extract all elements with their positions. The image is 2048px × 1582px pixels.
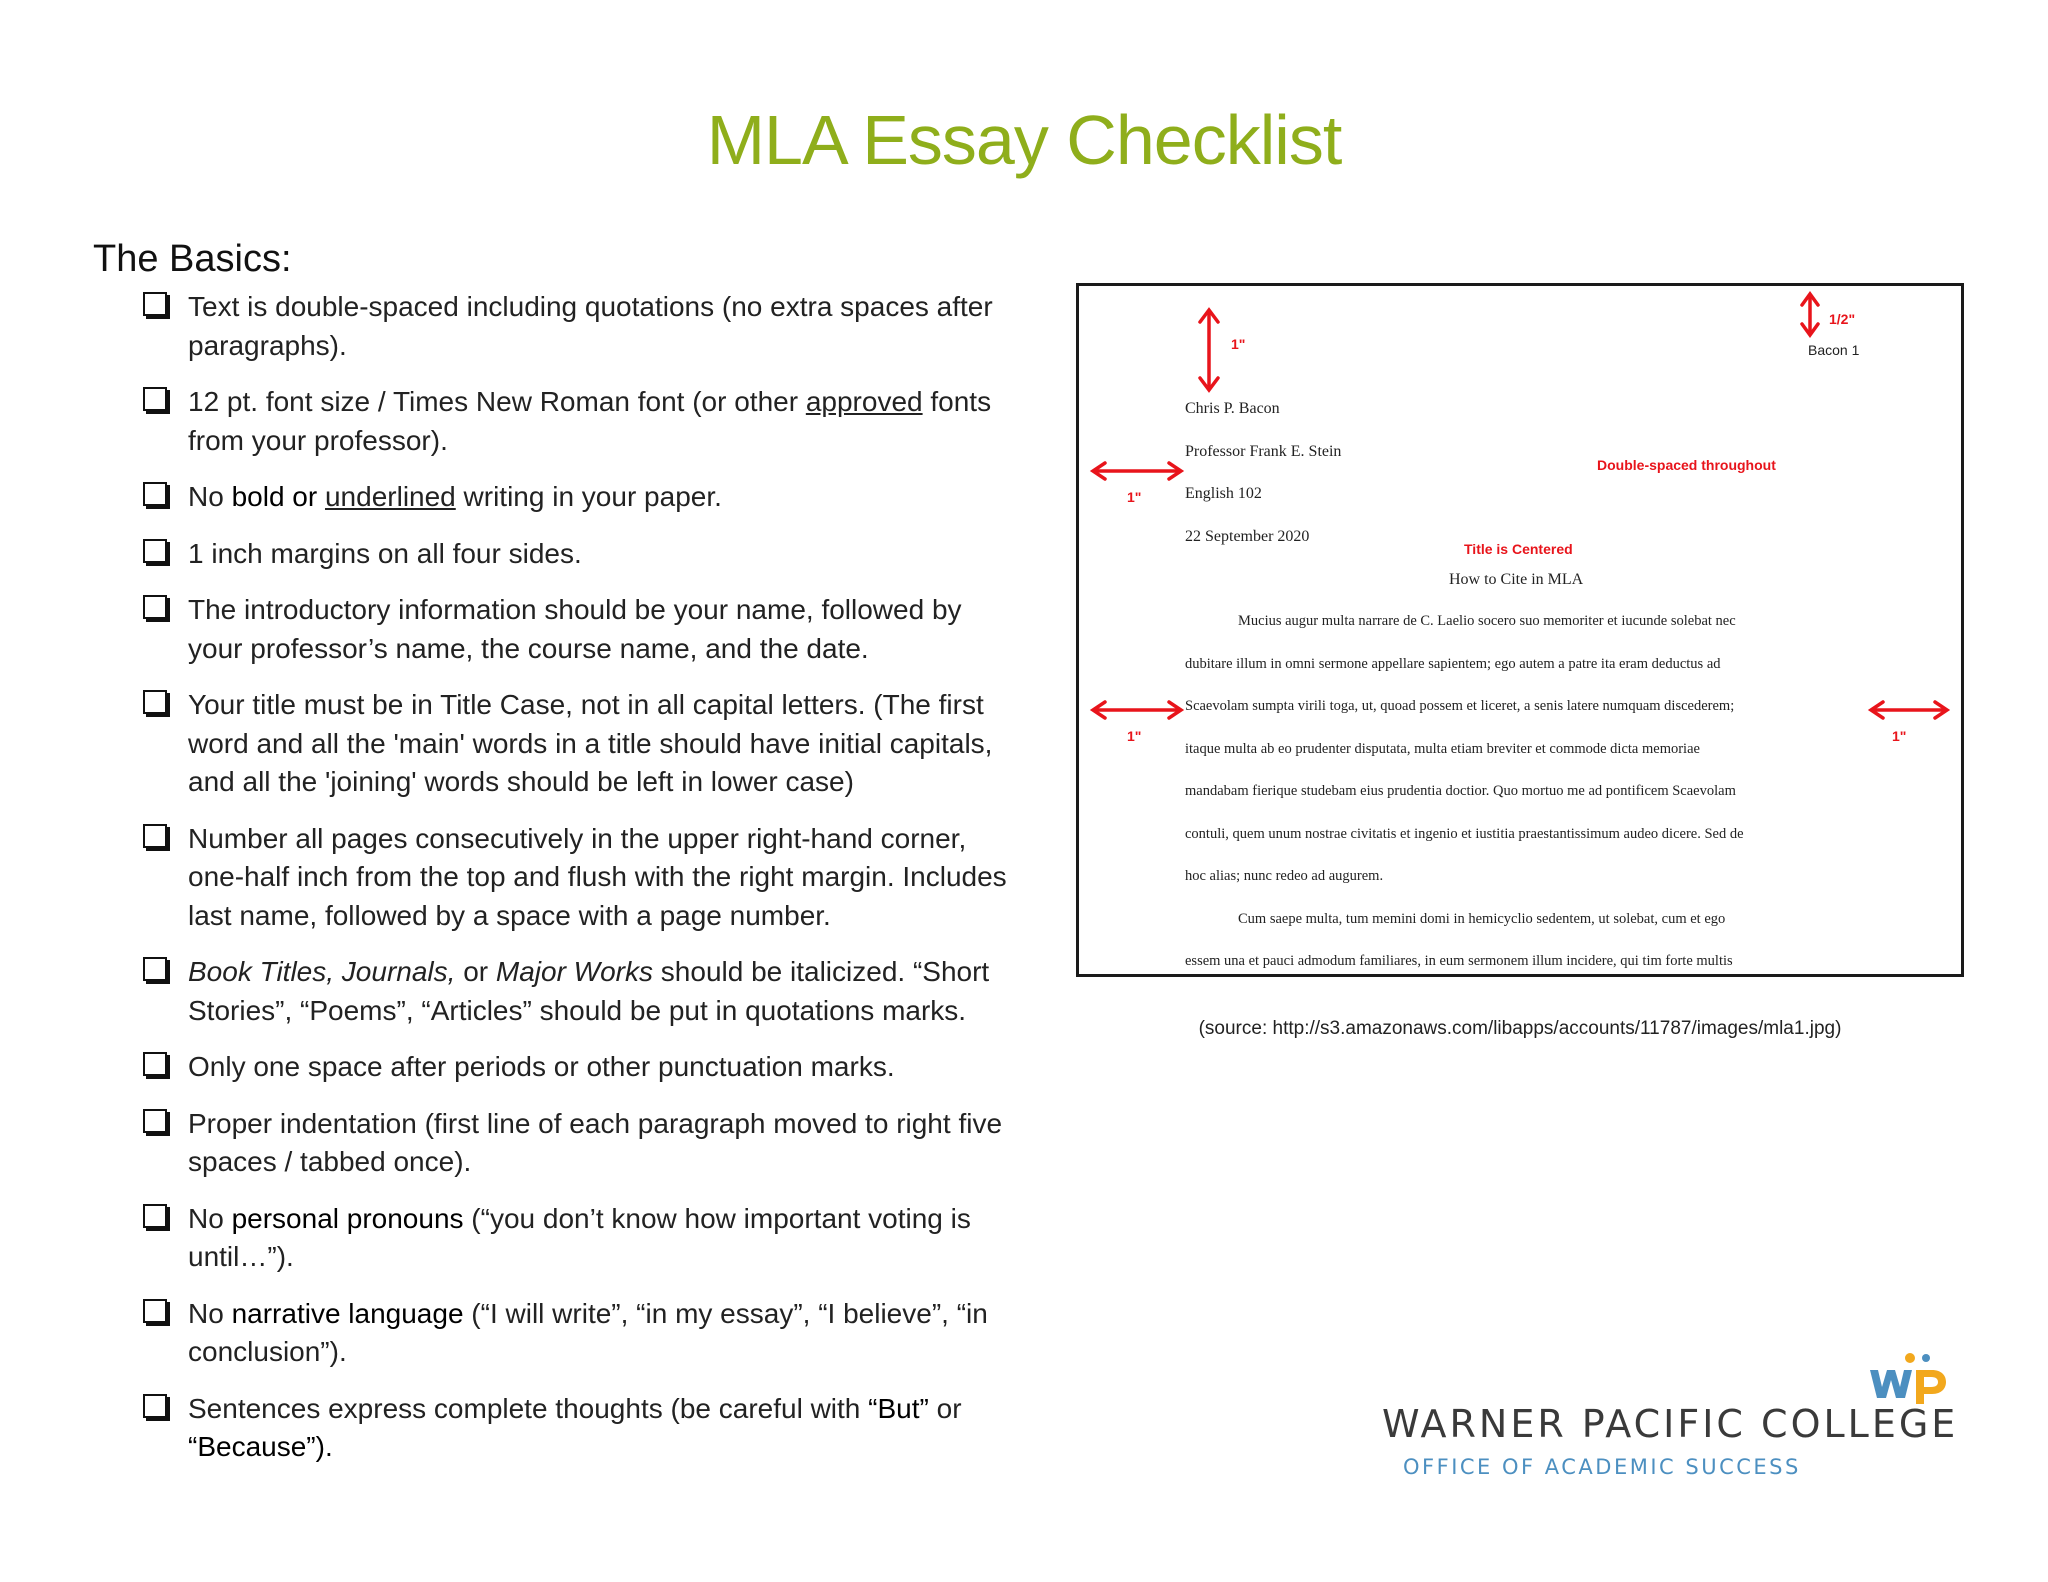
checklist-item[interactable] [143,1295,1013,1372]
checklist-item[interactable] [143,383,1013,460]
running-header: Bacon 1 [1808,342,1860,358]
checklist-item-text: No personal pronouns (“you don’t know how important voting is until…”). [188,1202,971,1272]
header-margin-label: 1/2" [1829,311,1856,327]
checklist-item-text: Number all pages consecutively in the upper right-hand corner, one-half inch from the top and flush with the right margin. Includes last name, followed by a space with a page number. [188,822,1007,931]
checkbox-icon[interactable] [143,482,167,506]
left-margin-label: 1" [1127,489,1142,505]
checklist-item-text: Sentences express complete thoughts (be careful with “But” or “Because”). [188,1392,962,1462]
checkbox-icon[interactable] [143,1204,167,1228]
checklist-item-text: Proper indentation (first line of each paragraph moved to right five spaces / tabbed once). [188,1107,1003,1177]
body-line: essem una et pauci admodum familiares, in eum sermonem illum incidere, qui tim forte multis [1185,953,1733,969]
checklist-item[interactable] [143,953,1013,1030]
body-line: Mucius augur multa narrare de C. Laelio socero suo memoriter et iucunde solebat nec [1238,613,1736,629]
section-heading: The Basics: [93,238,292,280]
checkbox-icon[interactable] [143,1109,167,1133]
checkbox-icon[interactable] [143,1394,167,1418]
paper-title: How to Cite in MLA [1449,571,1584,588]
checkbox-icon[interactable] [143,957,167,981]
body-line: mandabam fierique studebam eius prudentia doctior. Quo mortuo me ad pontificem Scaevolam [1185,783,1736,799]
checkbox-icon[interactable] [143,1299,167,1323]
checklist-item-text: The introductory information should be your name, followed by your professor’s name, the course name, and the date. [188,594,962,664]
body-line: contuli, quem unum nostrae civitatis et ingenio et iustitia praestantissimum audeo dicere. Sed de [1185,826,1744,842]
checkbox-icon[interactable] [143,595,167,619]
checklist-item[interactable] [143,1390,1013,1467]
college-name: WARNER PACIFIC COLLEGE [1382,1402,1959,1446]
body-line: hoc alias; nunc redeo ad augurem. [1185,868,1384,884]
right-margin-label: 1" [1892,728,1907,744]
checklist-item-text: No bold or underlined writing in your paper. [188,481,722,512]
checkbox-icon[interactable] [143,824,167,848]
mla-example-image [1076,283,1964,977]
checklist-item[interactable] [143,535,1013,574]
checklist-item[interactable] [143,1200,1013,1277]
checkbox-icon[interactable] [143,292,167,316]
checklist-item[interactable] [143,1048,1013,1087]
checkbox-icon[interactable] [143,539,167,563]
checklist-item[interactable] [143,591,1013,668]
title-centered-label: Title is Centered [1464,541,1573,557]
checklist-item-text: 1 inch margins on all four sides. [188,537,582,569]
professor-name: Professor Frank E. Stein [1185,443,1342,460]
body-line: itaque multa ab eo prudenter disputata, multa etiam breviter et commode dicta memoriae [1185,741,1700,757]
checklist-item[interactable] [143,288,1013,365]
checklist-item[interactable] [143,820,1013,936]
body-line: Scaevolam sumpta virili toga, ut, quoad possem et liceret, a senis latere numquam discederem; [1185,698,1735,714]
checkbox-icon[interactable] [143,690,167,714]
top-margin-label: 1" [1231,336,1246,352]
checklist-item[interactable] [143,1105,1013,1182]
checklist-item-text: Text is double-spaced including quotations (no extra spaces after paragraphs). [188,291,993,361]
checklist-item-text: 12 pt. font size / Times New Roman font (or other approved fonts from your professor). [188,386,992,456]
body-line: dubitare illum in omni sermone appellare sapientem; ego autem a patre ita eram deductus ad [1185,656,1721,672]
checklist [143,288,1013,1485]
image-source-caption: (source: http://s3.amazonaws.com/libapps/accounts/11787/images/mla1.jpg) [1198,1018,1842,1039]
checklist-item-text: Book Titles, Journals, or Major Works should be italicized. “Short Stories”, “Poems”, “Articles” should be put in quotations marks. [188,956,990,1026]
checkbox-icon[interactable] [143,1052,167,1076]
paper-date: 22 September 2020 [1185,528,1310,545]
checklist-item-text: No narrative language (“I will write”, “in my essay”, “I believe”, “in conclusion”). [188,1297,988,1367]
checklist-item[interactable] [143,686,1013,802]
checklist-item[interactable] [143,478,1013,517]
warner-pacific-logo-icon [1866,1352,1948,1404]
body-line: Cum saepe multa, tum memini domi in hemicyclio sedentem, ut solebat, cum et ego [1238,911,1726,927]
left-margin-label: 1" [1127,728,1142,744]
author-name: Chris P. Bacon [1185,400,1280,417]
checklist-item-text: Only one space after periods or other punctuation marks. [188,1051,895,1082]
office-name: OFFICE OF ACADEMIC SUCCESS [1403,1455,1801,1479]
page-title: MLA Essay Checklist [706,101,1342,179]
course-name: English 102 [1185,485,1262,502]
double-spaced-label: Double-spaced throughout [1597,457,1776,473]
checkbox-icon[interactable] [143,387,167,411]
checklist-item-text: Your title must be in Title Case, not in all capital letters. (The first word and all the 'main' words in a title should have initial capitals, and all the 'joining' words should be left in lower case) [188,689,993,797]
